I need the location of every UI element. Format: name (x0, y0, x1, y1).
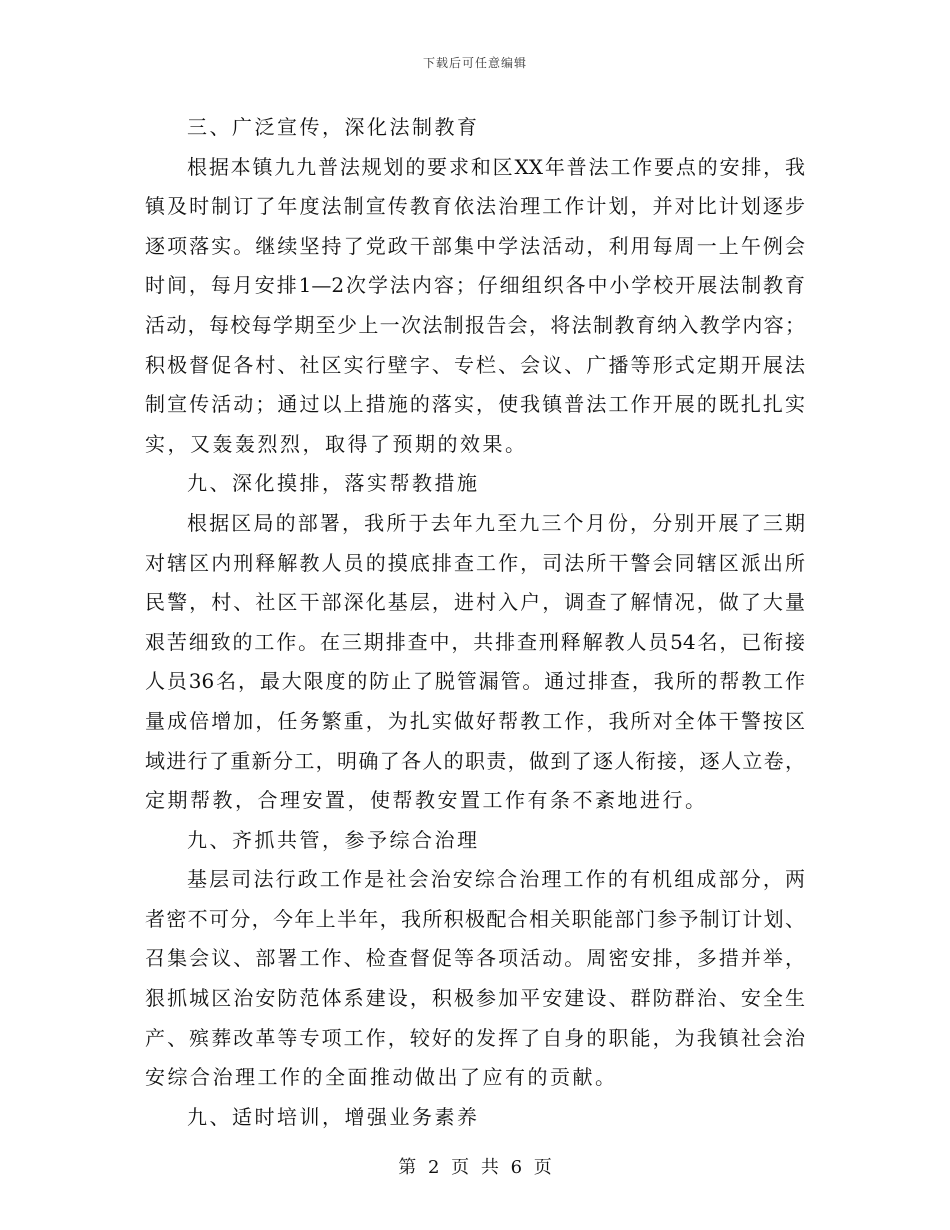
paragraph-line: 艰苦细致的工作。在三期排查中，共排查刑释解教人员54名，已衔接 (145, 629, 805, 654)
paragraph-line: 制宣传活动；通过以上措施的落实，使我镇普法工作开展的既扎扎实 (145, 392, 805, 417)
paragraph-line: 时间，每月安排1—2次学法内容；仔细组织各中小学校开展法制教育 (145, 273, 805, 298)
paragraph-line: 积极督促各村、社区实行壁字、专栏、会议、广播等形式定期开展法 (145, 352, 805, 377)
section-heading: 九、深化摸排，落实帮教措施 (187, 471, 480, 496)
paragraph-line: 召集会议、部署工作、检查督促等各项活动。周密安排，多措并举， (145, 946, 805, 971)
section-heading: 九、齐抓共管，参予综合治理 (187, 827, 480, 852)
paragraph-line: 狠抓城区治安防范体系建设，积极参加平安建设、群防群治、安全生 (145, 986, 805, 1011)
section-heading: 九、适时培训，增强业务素养 (187, 1104, 480, 1129)
paragraph-line: 者密不可分，今年上半年，我所积极配合相关职能部门参予制订计划、 (145, 906, 805, 931)
paragraph-line: 人员36名，最大限度的防止了脱管漏管。通过排查，我所的帮教工作 (145, 669, 805, 694)
paragraph-line: 逐项落实。继续坚持了党政干部集中学法活动，利用每周一上午例会 (145, 233, 805, 258)
paragraph-line: 对辖区内刑释解教人员的摸底排查工作，司法所干警会同辖区派出所 (145, 550, 805, 575)
paragraph-line: 域进行了重新分工，明确了各人的职责，做到了逐人衔接，逐人立卷， (145, 748, 805, 773)
paragraph-line: 根据本镇九九普法规划的要求和区XX年普法工作要点的安排，我 (187, 154, 805, 179)
document-body (145, 108, 805, 1137)
paragraph-line: 镇及时制订了年度法制宣传教育依法治理工作计划，并对比计划逐步 (145, 194, 805, 219)
paragraph-line: 定期帮教，合理安置，使帮教安置工作有条不紊地进行。 (145, 788, 708, 813)
paragraph-line: 实，又轰轰烈烈，取得了预期的效果。 (145, 431, 528, 456)
paragraph-line: 安综合治理工作的全面推动做出了应有的贡献。 (145, 1065, 618, 1090)
paragraph-line: 产、殡葬改革等专项工作，较好的发挥了自身的职能，为我镇社会治 (145, 1025, 805, 1050)
paragraph-line: 量成倍增加，任务繁重，为扎实做好帮教工作，我所对全体干警按区 (145, 708, 805, 733)
page-number: 第 2 页 共 6 页 (398, 1157, 552, 1178)
paragraph-line: 民警，村、社区干部深化基层，进村入户，调查了解情况，做了大量 (145, 590, 805, 615)
paragraph-line: 根据区局的部署，我所于去年九至九三个月份，分别开展了三期 (187, 510, 805, 535)
section-heading: 三、广泛宣传，深化法制教育 (187, 115, 480, 139)
paragraph-line: 基层司法行政工作是社会治安综合治理工作的有机组成部分，两 (187, 867, 805, 892)
header-note: 下载后可任意编辑 (422, 56, 527, 70)
paragraph-line: 活动，每校每学期至少上一次法制报告会，将法制教育纳入教学内容； (145, 312, 805, 337)
